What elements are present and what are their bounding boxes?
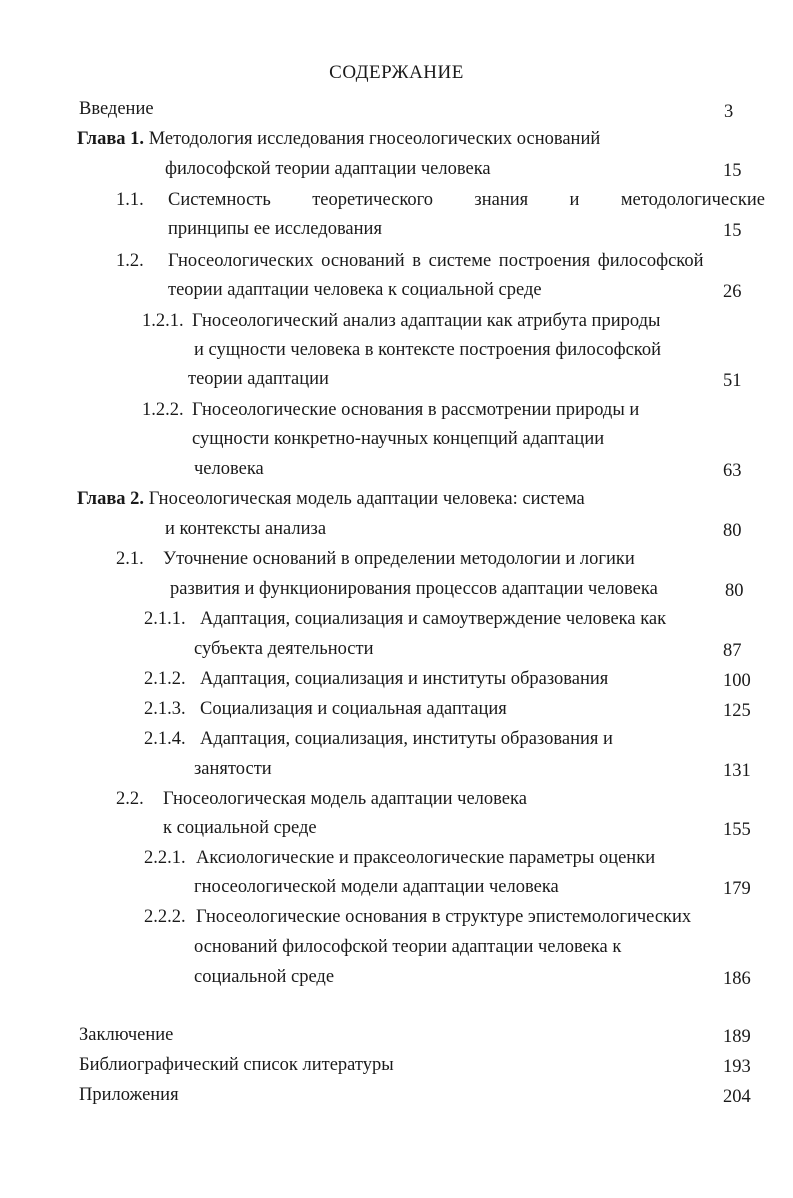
toc-heading: СОДЕРЖАНИЕ: [329, 62, 464, 83]
page-number-section-1-2-2: 63: [723, 461, 742, 481]
page-number-section-2-1-1: 87: [723, 641, 742, 661]
page-number-appendix: 204: [723, 1087, 751, 1107]
section-1-1-word: теоретического: [312, 190, 434, 210]
chapter-2-title-line2: и контексты анализа: [165, 519, 327, 539]
section-2-1-2-number: 2.1.2.: [144, 669, 186, 689]
section-1-2-2-line3: человека: [194, 459, 264, 479]
toc-entry-bibliography: Библиографический список литературы: [79, 1055, 394, 1075]
section-1-1-number: 1.1.: [116, 190, 144, 210]
chapter-1-title-line1: Методология исследования гносеологических оснований: [148, 129, 601, 149]
page-number-bibliography: 193: [723, 1057, 751, 1077]
page-number-section-2-1-2: 100: [723, 671, 751, 691]
section-2-1-4-number: 2.1.4.: [144, 729, 186, 749]
section-2-2-2-line3: социальной среде: [194, 967, 335, 987]
page-number-chapter-2: 80: [723, 521, 742, 541]
section-1-2-2-line2: сущности конкретно-научных концепций адаптации: [192, 429, 605, 449]
section-2-1-line1: Уточнение оснований в определении методологии и логики: [163, 549, 635, 569]
section-2-1-1-number: 2.1.1.: [144, 609, 186, 629]
section-1-2-2-line1: Гносеологические основания в рассмотрении природы и: [192, 400, 640, 420]
section-1-2-1-line1: Гносеологический анализ адаптации как атрибута природы: [192, 311, 661, 331]
page-number-section-2-2-1: 179: [723, 879, 751, 899]
page-number-conclusion: 189: [723, 1027, 751, 1047]
page-number-section-2-2: 155: [723, 820, 751, 840]
chapter-1-prefix: Глава 1.: [77, 129, 145, 149]
page-number-section-1-2: 26: [723, 282, 742, 302]
section-2-2-2-line1: Гносеологические основания в структуре эпистемологических: [196, 907, 692, 927]
section-2-2-line1: Гносеологическая модель адаптации человека: [163, 789, 527, 809]
section-2-2-1-line2: гносеологической модели адаптации человека: [194, 877, 559, 897]
toc-entry-intro: Введение: [79, 99, 154, 119]
section-1-1-word: и: [569, 190, 580, 210]
section-2-1-2-line1: Адаптация, социализация и институты образования: [200, 669, 609, 689]
section-1-2-1-number: 1.2.1.: [142, 311, 184, 331]
section-1-1-line1: [168, 189, 765, 211]
toc-entry-chapter-2: [77, 488, 585, 510]
section-2-1-3-line1: Социализация и социальная адаптация: [200, 699, 507, 719]
page-number-section-1-2-1: 51: [723, 371, 742, 391]
section-2-1-1-line1: Адаптация, социализация и самоутверждение человека как: [200, 609, 667, 629]
section-1-2-number: 1.2.: [116, 251, 144, 271]
page-number-intro: 3: [724, 102, 734, 122]
section-2-2-number: 2.2.: [116, 789, 144, 809]
section-2-1-1-line2: субъекта деятельности: [194, 639, 374, 659]
chapter-2-prefix: Глава 2.: [77, 489, 145, 509]
section-1-1-word: знания: [474, 190, 529, 210]
toc-entry-chapter-1: [77, 128, 600, 150]
page-number-section-2-1-3: 125: [723, 701, 751, 721]
chapter-2-title-line1: Гносеологическая модель адаптации человека: система: [148, 489, 585, 509]
section-2-2-1-line1: Аксиологические и праксеологические параметры оценки: [196, 848, 656, 868]
section-2-1-number: 2.1.: [116, 549, 144, 569]
section-2-1-4-line1: Адаптация, социализация, институты образования и: [200, 729, 613, 749]
section-1-2-1-line3: теории адаптации: [188, 369, 329, 389]
section-1-2-1-line2: и сущности человека в контексте построения философской: [194, 340, 662, 360]
page-number-section-2-1: 80: [725, 581, 744, 601]
page-number-section-2-2-2: 186: [723, 969, 751, 989]
section-2-2-2-line2: оснований философской теории адаптации человека к: [194, 937, 622, 957]
section-1-1-word: методологические: [620, 190, 765, 210]
page-number-section-1-1: 15: [723, 221, 742, 241]
section-1-2-2-number: 1.2.2.: [142, 400, 184, 420]
section-2-1-4-line2: занятости: [194, 759, 272, 779]
section-2-2-2-number: 2.2.2.: [144, 907, 186, 927]
section-2-1-3-number: 2.1.3.: [144, 699, 186, 719]
section-1-2-line1: Гносеологических оснований в системе построения философской: [168, 251, 704, 271]
section-1-2-line2: теории адаптации человека к социальной среде: [168, 280, 542, 300]
section-2-2-1-number: 2.2.1.: [144, 848, 186, 868]
section-1-1-word: Системность: [168, 190, 271, 210]
page-number-chapter-1: 15: [723, 161, 742, 181]
section-2-2-line2: к социальной среде: [163, 818, 317, 838]
toc-entry-conclusion: Заключение: [79, 1025, 174, 1045]
page-number-section-2-1-4: 131: [723, 761, 751, 781]
section-1-1-line2: принципы ее исследования: [168, 219, 382, 239]
chapter-1-title-line2: философской теории адаптации человека: [165, 159, 491, 179]
toc-entry-appendix: Приложения: [79, 1085, 179, 1105]
section-2-1-line2: развития и функционирования процессов адаптации человека: [170, 579, 658, 599]
